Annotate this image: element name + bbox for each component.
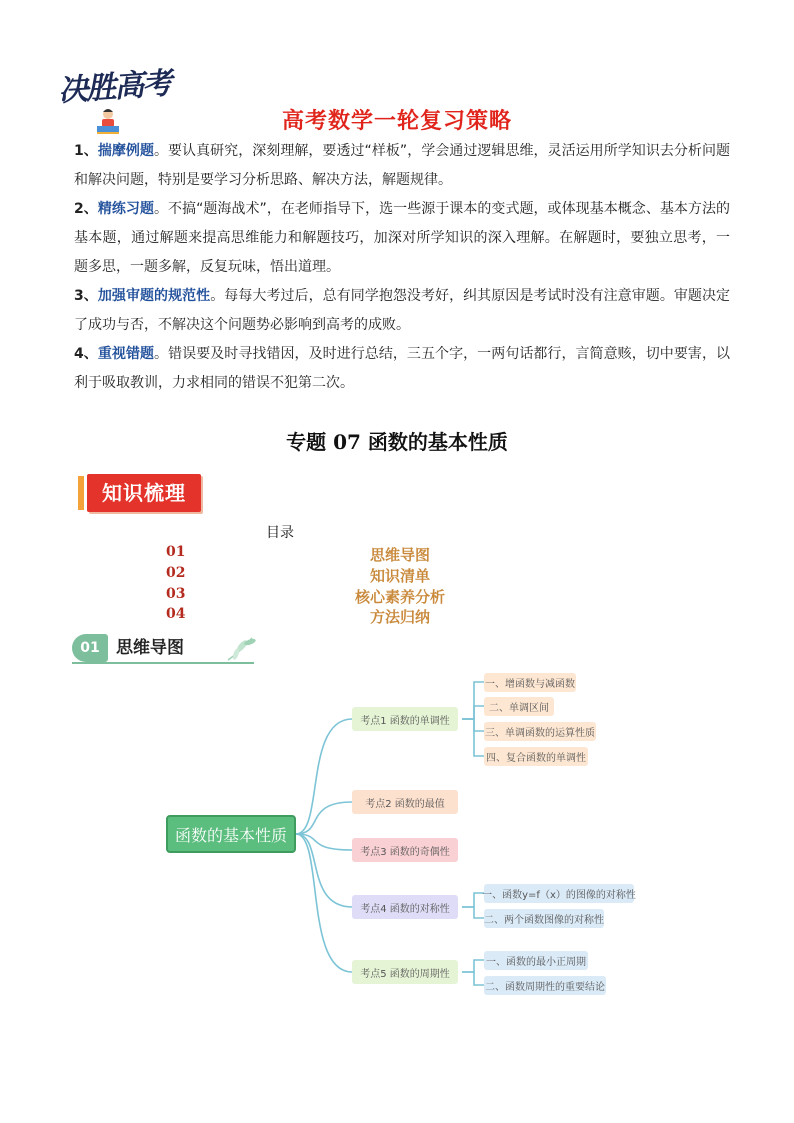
page-title: 高考数学一轮复习策略 xyxy=(281,109,512,134)
mindmap-connector xyxy=(462,706,484,719)
mindmap-connector xyxy=(462,907,484,918)
logo-text: 决胜高考 xyxy=(57,66,172,109)
mindmap-leaf[interactable]: 二、函数周期性的重要结论 xyxy=(484,976,606,995)
mindmap-connector xyxy=(462,972,484,985)
mindmap-connector xyxy=(462,960,484,972)
toc-number: 04 xyxy=(166,606,186,622)
mindmap-leaf[interactable]: 四、复合函数的单调性 xyxy=(484,747,588,766)
mindmap-connector xyxy=(462,719,484,756)
mindmap-leaf[interactable]: 二、两个函数图像的对称性 xyxy=(484,909,604,928)
toc-label[interactable]: 核心素养分析 xyxy=(354,588,445,606)
strategy-item: 1、揣摩例题。要认真研究，深刻理解，要透过“样板”，学会通过逻辑思维，灵活运用所学知识去分析问题和解决问题，特别是要学习分析思路、解决方法，解题规律。 xyxy=(74,143,731,188)
topic-title: 专题 07 函数的基本性质 xyxy=(286,430,508,454)
mindmap-connector xyxy=(296,834,352,972)
mindmap-leaf[interactable]: 二、单调区间 xyxy=(484,697,554,716)
strategy-item: 3、加强审题的规范性。每每大考过后，总有同学抱怨没考好，纠其原因是考试时没有注意审题。审题决定了成功与否，不解决这个问题势必影响到高考的成败。 xyxy=(74,288,731,333)
toc-title: 目录 xyxy=(266,525,294,541)
mindmap-connector xyxy=(296,719,352,834)
mindmap-branch[interactable]: 考点1 函数的单调性 xyxy=(352,707,458,731)
mindmap-leaf[interactable]: 一、增函数与减函数 xyxy=(484,673,576,692)
mindmap-root[interactable]: 函数的基本性质 xyxy=(166,815,296,853)
mindmap-connector xyxy=(462,682,484,719)
section-number-pill: 01 xyxy=(72,634,108,662)
toc-number: 01 xyxy=(166,544,186,560)
toc-label[interactable]: 知识清单 xyxy=(369,567,430,585)
mindmap-branch[interactable]: 考点2 函数的最值 xyxy=(352,790,458,814)
mindmap-branch[interactable]: 考点5 函数的周期性 xyxy=(352,960,458,984)
toc-label[interactable]: 思维导图 xyxy=(369,546,430,564)
mindmap-connector xyxy=(296,834,352,907)
mindmap-branch[interactable]: 考点3 函数的奇偶性 xyxy=(352,838,458,862)
toc-label[interactable]: 方法归纳 xyxy=(369,608,430,626)
mindmap-leaf[interactable]: 一、函数y=f（x）的图像的对称性 xyxy=(484,884,634,903)
section-label: 思维导图 xyxy=(116,638,184,658)
badge-label: 知识梳理 xyxy=(102,481,186,505)
mindmap-branch[interactable]: 考点4 函数的对称性 xyxy=(352,895,458,919)
mindmap-connector xyxy=(462,893,484,907)
toc-number: 03 xyxy=(166,586,186,602)
strategy-item: 2、精练习题。不搞“题海战术”，在老师指导下，选一些源于课本的变式题，或体现基本概念、基本方法的基本题，通过解题来提高思维能力和解题技巧，加深对所学知识的深入理解。在解题时，要独立思考，一题多思，一题多解，反复玩味，悟出道理。 xyxy=(74,201,731,275)
mindmap-connector xyxy=(462,719,484,731)
mindmap-leaf[interactable]: 三、单调函数的运算性质 xyxy=(484,722,596,741)
strategy-item: 4、重视错题。错误要及时寻找错因，及时进行总结，三五个字，一两句话都行，言简意赅，切中要害，以利于吸取教训，力求相同的错误不犯第二次。 xyxy=(74,346,731,391)
toc-number: 02 xyxy=(166,565,186,581)
mindmap-leaf[interactable]: 一、函数的最小正周期 xyxy=(484,951,588,970)
